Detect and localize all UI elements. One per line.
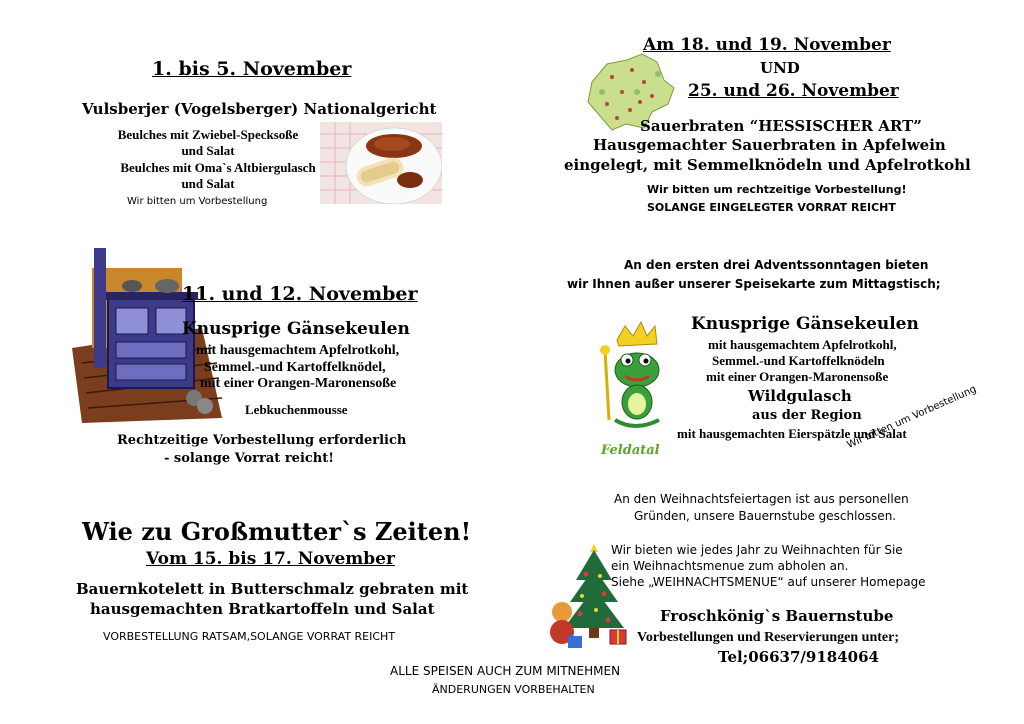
r2-region: aus der Region	[752, 408, 862, 423]
r3-name: Froschkönig`s Bauernstube	[660, 607, 894, 625]
r1-line-2: eingelegt, mit Semmelknödeln und Apfelrotkohl	[564, 156, 971, 174]
r1-title: Sauerbraten “HESSISCHER ART”	[640, 117, 922, 135]
r1-date-1: Am 18. und 19. November	[643, 35, 891, 55]
r2-line-1: mit hausgemachtem Apfelrotkohl,	[708, 337, 897, 352]
s2-line-1: mit hausgemachtem Apfelrotkohl,	[196, 343, 400, 358]
r1-note-2: SOLANGE EINGELEGTER VORRAT REICHT	[647, 201, 896, 214]
s2-title: Knusprige Gänsekeulen	[182, 319, 410, 339]
frog-king-logo	[595, 320, 675, 460]
s1-date: 1. bis 5. November	[152, 58, 352, 80]
footer-line-2: ÄNDERUNGEN VORBEHALTEN	[432, 683, 595, 696]
r1-note-1: Wir bitten um rechtzeitige Vorbestellung!	[647, 183, 907, 196]
s1-line-1: Beulches mit Zwiebel-Specksoße	[117, 127, 299, 142]
r3-offer-3: Siehe „WEIHNACHTSMENUE“ auf unserer Homepage	[611, 575, 926, 589]
s1-line-3: Beulches mit Oma`s Altbiergulasch	[120, 160, 316, 175]
r3-offer-2: ein Weihnachtsmenue zum abholen an.	[611, 559, 849, 573]
r3-closed-2: Gründen, unsere Bauernstube geschlossen.	[634, 509, 897, 523]
s3-line-1: Bauernkotelett in Butterschmalz gebraten mit	[76, 580, 469, 598]
r2-title-2: Wildgulasch	[748, 387, 852, 405]
s2-line-2: Semmel.-und Kartoffelknödel,	[204, 360, 386, 375]
s3-date: Vom 15. bis 17. November	[146, 549, 395, 569]
footer-line-1: ALLE SPEISEN AUCH ZUM MITNEHMEN	[390, 664, 621, 678]
s3-headline: Wie zu Großmutter`s Zeiten!	[82, 517, 472, 546]
r2-line-last: mit hausgemachten Eierspätzle und Salat	[677, 426, 907, 441]
s1-line-2: und Salat	[181, 143, 235, 158]
r2-intro-2: wir Ihnen außer unserer Speisekarte zum Mittagstisch;	[567, 277, 941, 291]
s2-note-1: Rechtzeitige Vorbestellung erforderlich	[117, 433, 407, 448]
s3-note: VORBESTELLUNG RATSAM,SOLANGE VORRAT REICHT	[103, 630, 396, 643]
r1-und: UND	[760, 59, 800, 77]
s1-note: Wir bitten um Vorbestellung	[127, 196, 268, 207]
r2-title: Knusprige Gänsekeulen	[691, 314, 919, 334]
r2-diag-note: Wir bitten um Vorbestellung	[845, 383, 979, 451]
r2-line-3: mit einer Orangen-Maronensoße	[706, 369, 889, 384]
r3-contact: Vorbestellungen und Reservierungen unter;	[637, 630, 899, 645]
s2-line-3: mit einer Orangen-Maronensoße	[200, 376, 397, 391]
food-plate-photo	[320, 122, 442, 204]
s1-title: Vulsberjer (Vogelsberger) Nationalgericht	[82, 100, 437, 118]
feldatal-logo-text: Feldatal	[601, 443, 660, 458]
s2-note-2: - solange Vorrat reicht!	[164, 451, 334, 466]
r1-date-2: 25. und 26. November	[688, 81, 899, 101]
s3-line-2: hausgemachten Bratkartoffeln und Salat	[90, 600, 435, 618]
r1-line-1: Hausgemachter Sauerbraten in Apfelwein	[593, 136, 946, 154]
s1-line-4: und Salat	[181, 176, 235, 191]
r3-offer-1: Wir bieten wie jedes Jahr zu Weihnachten für Sie	[611, 543, 903, 557]
s2-dessert: Lebkuchenmousse	[245, 402, 348, 417]
r2-intro-1: An den ersten drei Adventssonntagen bieten	[624, 258, 929, 272]
r3-phone: Tel;06637/9184064	[718, 648, 879, 666]
r2-line-2: Semmel.-und Kartoffelknödeln	[712, 353, 885, 368]
r3-closed-1: An den Weihnachtsfeiertagen ist aus personellen	[614, 492, 909, 506]
s2-date: 11. und 12. November	[182, 283, 418, 305]
